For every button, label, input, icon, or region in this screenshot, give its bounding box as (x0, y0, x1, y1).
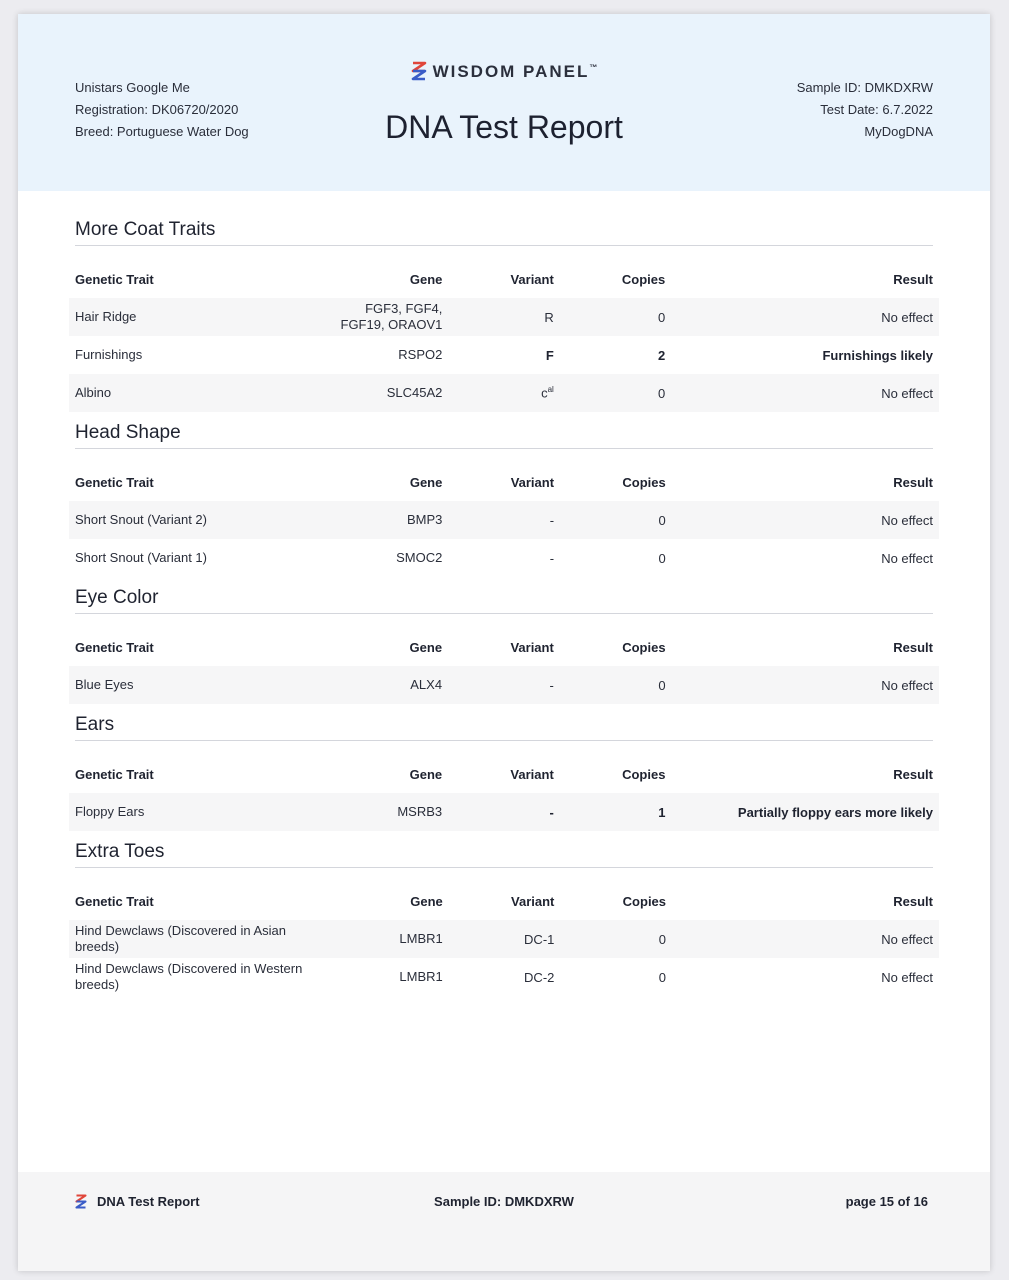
variant-value: R (544, 309, 554, 325)
variant-value: - (549, 512, 555, 528)
sample-id: Sample ID: DMKDXRW (796, 80, 933, 95)
column-header-trait: Genetic Trait (75, 893, 154, 909)
table-row (69, 539, 939, 577)
table-header-row (69, 260, 939, 298)
trait-name: Furnishings (75, 347, 143, 362)
report-title: DNA Test Report (385, 109, 623, 145)
column-header-result: Result (893, 893, 933, 909)
variant-cell (448, 666, 560, 704)
trademark: ™ (589, 63, 598, 72)
result-value: No effect (671, 298, 939, 336)
variant-cell (448, 336, 559, 374)
provider: MyDogDNA (864, 124, 933, 139)
gene-name: SMOC2 (396, 550, 443, 565)
gene-name: SLC45A2 (386, 385, 443, 400)
table-header-row (69, 463, 939, 501)
trait-section (69, 422, 939, 577)
column-header-copies: Copies (622, 639, 666, 655)
result-value: No effect (671, 374, 939, 412)
trait-table (69, 260, 939, 412)
trait-name: Floppy Ears (69, 793, 313, 831)
result-value: No effect (881, 550, 933, 566)
variant-value: - (549, 550, 555, 566)
copies-value: 0 (560, 501, 672, 539)
footer-title: DNA Test Report (97, 1194, 200, 1209)
column-header-gene: Gene (409, 474, 443, 490)
column-header-copies: Copies (622, 474, 666, 490)
trait-name: Short Snout (Variant 1) (75, 550, 207, 565)
report-footer (18, 1172, 990, 1271)
copies-value: 0 (658, 969, 667, 985)
gene-name: RSPO2 (398, 347, 443, 362)
column-header-result: Result (893, 639, 933, 655)
trait-name: Hind Dewclaws (Discovered in Western breeds) (75, 961, 303, 992)
trait-sections (69, 219, 939, 1006)
trait-section (69, 841, 939, 996)
table-row (69, 374, 939, 412)
trait-name: Hind Dewclaws (Discovered in Asian breeds) (69, 920, 314, 958)
brand-name: WISDOM PANEL (432, 62, 590, 81)
section-title: Ears (75, 714, 933, 741)
trait-name: Short Snout (Variant 2) (69, 501, 313, 539)
column-header-variant: Variant (511, 893, 555, 909)
trait-name: Albino (69, 374, 313, 412)
result-value: No effect (881, 969, 933, 985)
trait-table (69, 882, 939, 996)
table-row (69, 920, 939, 958)
column-header-variant: Variant (510, 639, 554, 655)
breed: Breed: Portuguese Water Dog (75, 124, 249, 139)
gene-name: MSRB3 (397, 804, 443, 819)
gene-cell (313, 539, 448, 577)
gene-name: LMBR1 (399, 931, 443, 946)
variant-value: - (549, 677, 554, 693)
result-value: No effect (672, 501, 939, 539)
variant-value: c (541, 385, 548, 401)
page-number: page 15 of 16 (845, 1194, 928, 1209)
result-value: No effect (672, 920, 939, 958)
section-title: Eye Color (75, 587, 933, 614)
variant-cell (448, 793, 560, 831)
trait-section (69, 714, 939, 831)
column-header-gene: Gene (409, 766, 443, 782)
copies-value: 0 (560, 298, 671, 336)
trait-section (69, 219, 939, 412)
variant-superscript: al (547, 385, 554, 395)
column-header-trait: Genetic Trait (75, 639, 154, 655)
variant-cell (448, 539, 560, 577)
variant-cell (448, 374, 559, 412)
gene-name: LMBR1 (399, 969, 443, 984)
gene-cell (313, 793, 448, 831)
column-header-copies: Copies (622, 766, 666, 782)
registration: Registration: DK06720/2020 (75, 102, 239, 117)
table-row (69, 666, 939, 704)
gene-name: FGF19, ORAOV1 (340, 317, 443, 332)
copies-value: 0 (658, 550, 666, 566)
variant-value: DC-1 (524, 931, 555, 947)
gene-name: FGF3, FGF4, (365, 301, 443, 316)
dog-name: Unistars Google Me (75, 80, 190, 95)
wisdom-panel-helix-icon (411, 61, 427, 86)
column-header-trait: Genetic Trait (75, 474, 154, 490)
trait-section (69, 587, 939, 704)
column-header-result: Result (893, 474, 933, 490)
column-header-variant: Variant (510, 474, 555, 490)
variant-value: F (545, 347, 554, 363)
gene-name: ALX4 (410, 677, 443, 692)
table-row (69, 501, 939, 539)
section-title: Extra Toes (75, 841, 933, 868)
copies-value: 0 (560, 920, 672, 958)
variant-cell (448, 298, 559, 336)
column-header-variant: Variant (510, 271, 554, 287)
result-value: No effect (672, 666, 939, 704)
column-header-result: Result (893, 271, 933, 287)
variant-value: - (549, 804, 554, 820)
table-row (69, 336, 939, 374)
gene-cell (314, 920, 449, 958)
trait-table (69, 755, 939, 831)
gene-cell (313, 298, 448, 336)
column-header-gene: Gene (409, 271, 443, 287)
footer-sample-id: Sample ID: DMKDXRW (434, 1194, 574, 1209)
gene-cell (313, 501, 448, 539)
table-row (69, 958, 939, 996)
column-header-variant: Variant (510, 766, 554, 782)
copies-value: 0 (560, 666, 672, 704)
table-header-row (69, 755, 939, 793)
section-title: Head Shape (75, 422, 933, 449)
result-value: Partially floppy ears more likely (671, 793, 939, 831)
trait-table (69, 463, 939, 577)
variant-cell (449, 958, 561, 996)
report-page (18, 14, 990, 1271)
result-value: Furnishings likely (822, 347, 933, 363)
column-header-result: Result (893, 766, 933, 782)
variant-cell (449, 920, 561, 958)
trait-name: Hair Ridge (69, 298, 313, 336)
copies-value: 2 (658, 347, 666, 363)
gene-cell (314, 666, 448, 704)
gene-cell (313, 336, 448, 374)
section-title: More Coat Traits (75, 219, 933, 246)
trait-name: Blue Eyes (69, 666, 314, 704)
gene-name: BMP3 (406, 512, 443, 527)
gene-cell (313, 374, 448, 412)
variant-cell (448, 501, 560, 539)
column-header-trait: Genetic Trait (75, 766, 154, 782)
column-header-gene: Gene (409, 639, 443, 655)
table-row (69, 793, 939, 831)
table-header-row (69, 882, 939, 920)
column-header-gene: Gene (410, 893, 443, 909)
copies-value: 1 (560, 793, 672, 831)
variant-value: DC-2 (524, 969, 555, 985)
column-header-trait: Genetic Trait (75, 271, 154, 287)
table-header-row (69, 628, 939, 666)
column-header-copies: Copies (621, 271, 666, 287)
copies-value: 0 (560, 374, 671, 412)
gene-cell (314, 958, 449, 996)
report-header (18, 14, 990, 191)
test-date: Test Date: 6.7.2022 (820, 102, 933, 117)
column-header-copies: Copies (622, 893, 667, 909)
table-row (69, 298, 939, 336)
trait-table (69, 628, 939, 704)
sample-info (797, 77, 933, 143)
